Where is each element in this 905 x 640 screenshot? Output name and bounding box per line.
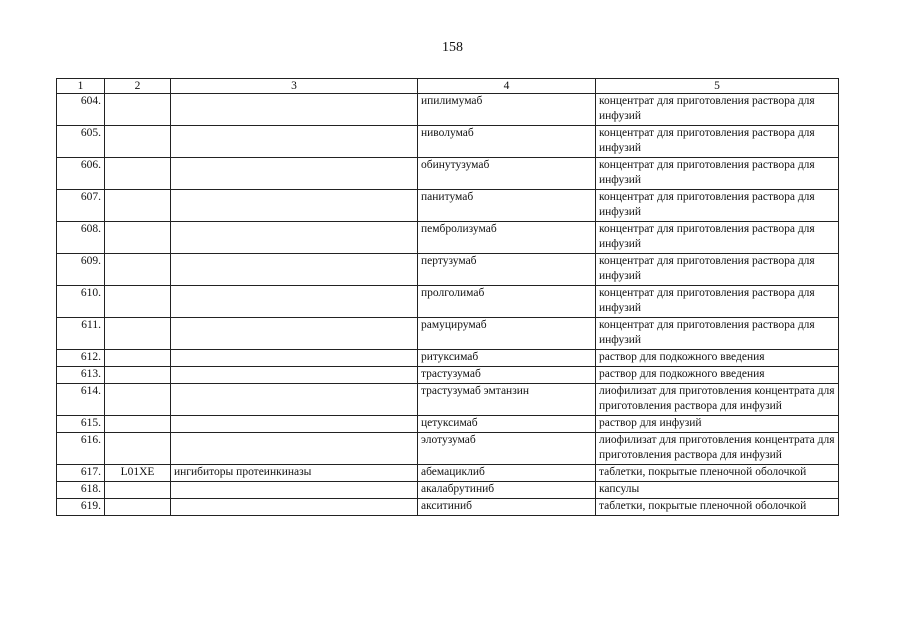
dosage-form-cell: концентрат для приготовления раствора для инфузий — [596, 126, 839, 158]
atc-code-cell — [105, 318, 171, 350]
row-number-cell: 613. — [57, 367, 105, 384]
table-row — [57, 286, 839, 318]
atc-code-cell — [105, 433, 171, 465]
table-row — [57, 499, 839, 516]
atc-code-cell — [105, 482, 171, 499]
table-row — [57, 384, 839, 416]
dosage-form-cell: концентрат для приготовления раствора для инфузий — [596, 286, 839, 318]
atc-code-cell — [105, 158, 171, 190]
group-name-cell — [171, 350, 418, 367]
table-row — [57, 433, 839, 465]
row-number-cell: 619. — [57, 499, 105, 516]
group-name-cell — [171, 482, 418, 499]
atc-code-cell — [105, 384, 171, 416]
atc-code-cell — [105, 286, 171, 318]
drug-name-cell: элотузумаб — [418, 433, 596, 465]
atc-code-cell — [105, 222, 171, 254]
dosage-form-cell: таблетки, покрытые пленочной оболочкой — [596, 499, 839, 516]
table-row — [57, 482, 839, 499]
group-name-cell — [171, 499, 418, 516]
drug-name-cell: акситиниб — [418, 499, 596, 516]
atc-code-cell — [105, 190, 171, 222]
table-row — [57, 222, 839, 254]
row-number-cell: 612. — [57, 350, 105, 367]
group-name-cell — [171, 384, 418, 416]
atc-code-cell — [105, 254, 171, 286]
dosage-form-cell: раствор для подкожного введения — [596, 367, 839, 384]
group-name-cell — [171, 190, 418, 222]
page-number: 158 — [442, 40, 463, 55]
drug-name-cell: акалабрутиниб — [418, 482, 596, 499]
table-row — [57, 254, 839, 286]
row-number-cell: 610. — [57, 286, 105, 318]
row-number-cell: 605. — [57, 126, 105, 158]
group-name-cell — [171, 433, 418, 465]
group-name-cell — [171, 126, 418, 158]
row-number-cell: 617. — [57, 465, 105, 482]
table-row — [57, 416, 839, 433]
dosage-form-cell: концентрат для приготовления раствора для инфузий — [596, 254, 839, 286]
group-name-cell — [171, 286, 418, 318]
atc-code-cell — [105, 416, 171, 433]
atc-code-cell — [105, 350, 171, 367]
column-header: 3 — [171, 79, 418, 94]
drug-name-cell: пролголимаб — [418, 286, 596, 318]
row-number-cell: 611. — [57, 318, 105, 350]
table-row — [57, 350, 839, 367]
column-header: 5 — [596, 79, 839, 94]
drug-name-cell: рамуцирумаб — [418, 318, 596, 350]
drug-name-cell: абемациклиб — [418, 465, 596, 482]
atc-code-cell — [105, 499, 171, 516]
drug-name-cell: трастузумаб эмтанзин — [418, 384, 596, 416]
dosage-form-cell: концентрат для приготовления раствора для инфузий — [596, 318, 839, 350]
row-number-cell: 614. — [57, 384, 105, 416]
drug-name-cell: пертузумаб — [418, 254, 596, 286]
table-header-row — [57, 79, 839, 94]
table-row — [57, 318, 839, 350]
atc-code-cell — [105, 367, 171, 384]
group-name-cell — [171, 222, 418, 254]
table-row — [57, 190, 839, 222]
drug-name-cell: цетуксимаб — [418, 416, 596, 433]
table-row — [57, 465, 839, 482]
drug-name-cell: трастузумаб — [418, 367, 596, 384]
row-number-cell: 618. — [57, 482, 105, 499]
medication-table — [56, 78, 839, 516]
atc-code-cell — [105, 126, 171, 158]
dosage-form-cell: концентрат для приготовления раствора для инфузий — [596, 190, 839, 222]
drug-name-cell: ритуксимаб — [418, 350, 596, 367]
drug-name-cell: ниволумаб — [418, 126, 596, 158]
group-name-cell — [171, 94, 418, 126]
table-row — [57, 367, 839, 384]
group-name-cell: ингибиторы протеинкиназы — [171, 465, 418, 482]
group-name-cell — [171, 254, 418, 286]
group-name-cell — [171, 416, 418, 433]
dosage-form-cell: концентрат для приготовления раствора для инфузий — [596, 94, 839, 126]
table-row — [57, 158, 839, 190]
dosage-form-cell: таблетки, покрытые пленочной оболочкой — [596, 465, 839, 482]
row-number-cell: 607. — [57, 190, 105, 222]
row-number-cell: 608. — [57, 222, 105, 254]
dosage-form-cell: раствор для подкожного введения — [596, 350, 839, 367]
dosage-form-cell: лиофилизат для приготовления концентрата для приготовления раствора для инфузий — [596, 384, 839, 416]
table-row — [57, 126, 839, 158]
table-row — [57, 94, 839, 126]
column-header: 2 — [105, 79, 171, 94]
group-name-cell — [171, 367, 418, 384]
atc-code-cell: L01XE — [105, 465, 171, 482]
dosage-form-cell: лиофилизат для приготовления концентрата для приготовления раствора для инфузий — [596, 433, 839, 465]
atc-code-cell — [105, 94, 171, 126]
drug-name-cell: пембролизумаб — [418, 222, 596, 254]
row-number-cell: 604. — [57, 94, 105, 126]
drug-name-cell: ипилимумаб — [418, 94, 596, 126]
group-name-cell — [171, 158, 418, 190]
group-name-cell — [171, 318, 418, 350]
dosage-form-cell: раствор для инфузий — [596, 416, 839, 433]
row-number-cell: 609. — [57, 254, 105, 286]
column-header: 1 — [57, 79, 105, 94]
table-body — [57, 94, 839, 516]
drug-name-cell: панитумаб — [418, 190, 596, 222]
dosage-form-cell: капсулы — [596, 482, 839, 499]
dosage-form-cell: концентрат для приготовления раствора для инфузий — [596, 222, 839, 254]
row-number-cell: 616. — [57, 433, 105, 465]
row-number-cell: 615. — [57, 416, 105, 433]
dosage-form-cell: концентрат для приготовления раствора для инфузий — [596, 158, 839, 190]
row-number-cell: 606. — [57, 158, 105, 190]
column-header: 4 — [418, 79, 596, 94]
drug-name-cell: обинутузумаб — [418, 158, 596, 190]
